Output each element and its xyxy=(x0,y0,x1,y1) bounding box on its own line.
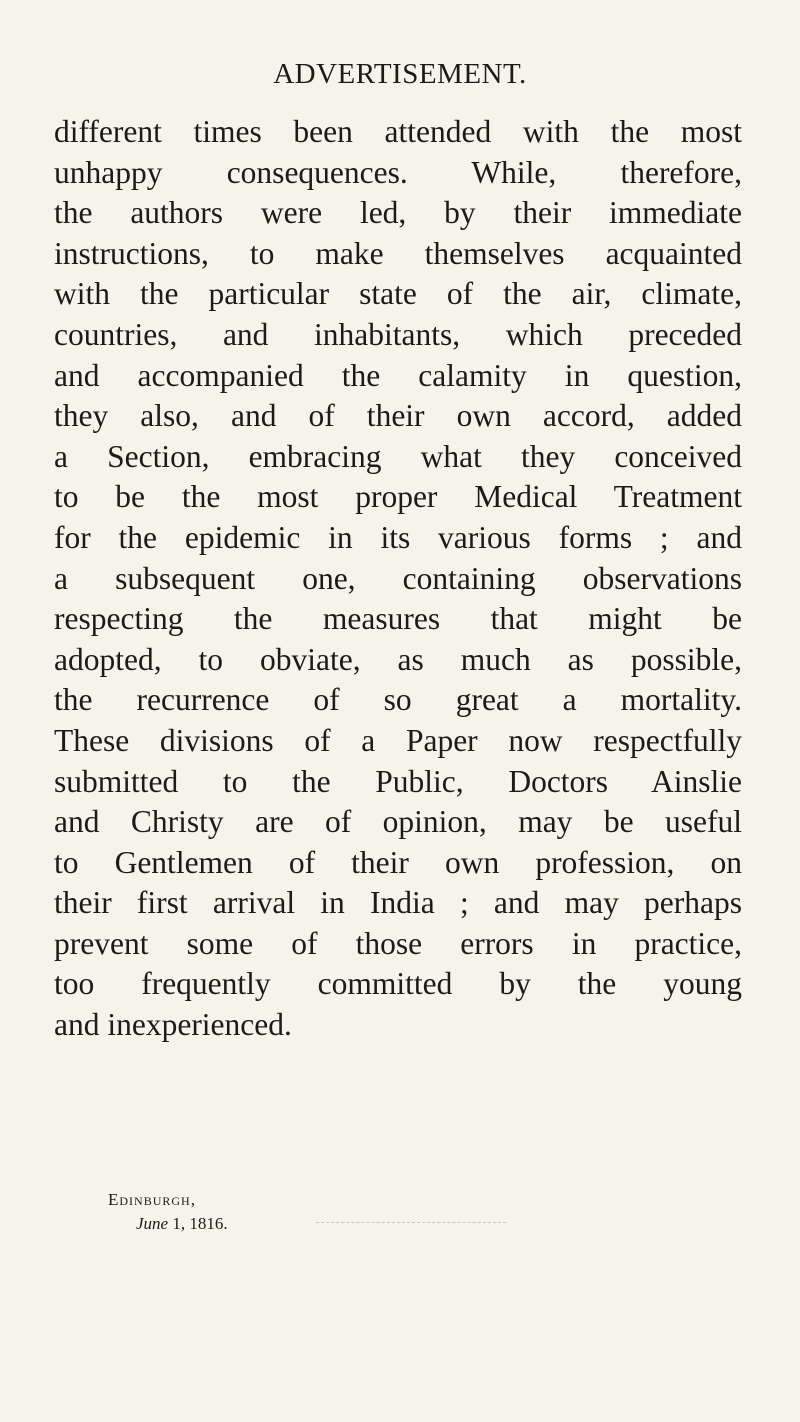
text-line: with the particular state of the air, climate, xyxy=(54,276,742,312)
text-line: prevent some of those errors in practice, xyxy=(54,925,742,961)
text-line: too frequently committed by the young xyxy=(54,966,742,1002)
text-line: they also, and of their own accord, added xyxy=(54,398,742,434)
text-line: and accompanied the calamity in question, xyxy=(54,357,742,393)
text-line: These divisions of a Paper now respectfully xyxy=(54,722,742,758)
text-line: the authors were led, by their immediate xyxy=(54,195,742,231)
text-line: instructions, to make themselves acquainted xyxy=(54,235,742,271)
signature-date xyxy=(136,1212,508,1236)
text-line: adopted, to obviate, as much as possible, xyxy=(54,641,742,677)
body-paragraph xyxy=(54,112,742,1046)
signature-date-month: June xyxy=(136,1214,169,1233)
text-line: and inexperienced. xyxy=(54,1007,292,1043)
running-header: ADVERTISEMENT. xyxy=(273,58,527,90)
text-line: the recurrence of so great a mortality. xyxy=(54,682,742,718)
text-line: and Christy are of opinion, may be useful xyxy=(54,804,742,840)
signature-date-rest: 1, 1816. xyxy=(168,1214,228,1233)
text-line: respecting the measures that might be xyxy=(54,601,742,637)
signature-block xyxy=(108,1188,508,1236)
text-line: unhappy consequences. While, therefore, xyxy=(54,154,742,190)
text-line: different times been attended with the most xyxy=(54,114,742,149)
text-line: for the epidemic in its various forms ; and xyxy=(54,519,742,555)
text-line: a Section, embracing what they conceived xyxy=(54,438,742,474)
text-line: their first arrival in India ; and may perhaps xyxy=(54,885,742,921)
text-line: a subsequent one, containing observations xyxy=(54,560,742,596)
decorative-rule xyxy=(316,1222,506,1223)
text-line: submitted to the Public, Doctors Ainslie xyxy=(54,763,742,799)
text-line: countries, and inhabitants, which preceded xyxy=(54,316,742,352)
signature-place: Edinburgh, xyxy=(108,1190,196,1209)
text-line: to be the most proper Medical Treatment xyxy=(54,479,742,515)
text-line: to Gentlemen of their own profession, on xyxy=(54,844,742,880)
